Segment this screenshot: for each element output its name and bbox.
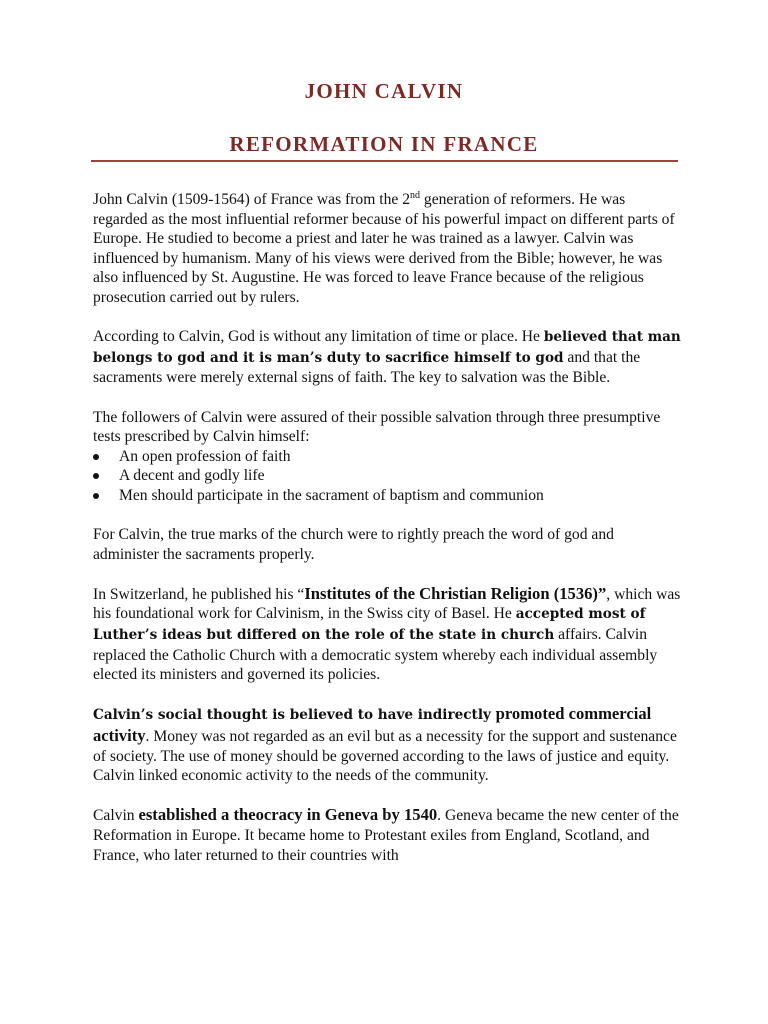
paragraph-god <box>93 327 683 388</box>
page-title: JOHN CALVIN <box>304 79 464 103</box>
page-subtitle: REFORMATION IN FRANCE <box>229 132 539 156</box>
geneva-text-b: . Geneva became the new center of the Reformation in Europe. It became home to Protestant exiles from England, Scotland, and France, who later returned to their countries with <box>93 807 679 864</box>
list-item-text: A decent and godly life <box>119 467 265 485</box>
geneva-text-a: Calvin <box>93 807 139 825</box>
bullet-icon <box>93 493 99 499</box>
paragraph-geneva <box>93 805 683 865</box>
switzerland-text-b: , which was his foundational work for Calvinism, in the Swiss city of Basel. He <box>93 585 681 623</box>
paragraph-intro <box>93 190 683 308</box>
list-item-text: An open profession of faith <box>119 447 291 465</box>
paragraph-switzerland <box>93 584 683 685</box>
god-text-b: and that the sacraments were merely external signs of faith. The key to salvation was the Bible. <box>93 348 641 387</box>
title-divider <box>91 160 678 162</box>
list-item <box>93 447 683 467</box>
social-text: . Money was not regarded as an evil but as a necessity for the support and sustenance of society. The use of money should be governed according to the laws of justice and equity. Calvin linked economic activity to the needs of the community. <box>93 728 677 785</box>
document-body <box>93 190 683 885</box>
luther-bold-text: accepted most of Luther’s ideas but differed on the role of the state in church <box>93 606 646 644</box>
list-item <box>93 466 683 486</box>
god-text-a: According to Calvin, God is without any limitation of time or place. He <box>93 328 544 346</box>
god-bold-text: believed that man belongs to god and it is man’s duty to sacrifice himself to god <box>93 329 681 366</box>
paragraph-church-marks: For Calvin, the true marks of the church were to rightly preach the word of god and administer the sacraments properly. <box>93 526 614 563</box>
tests-list <box>93 447 683 506</box>
bullet-icon <box>93 454 99 460</box>
paragraph-social-thought <box>93 704 683 785</box>
paragraph-followers: The followers of Calvin were assured of their possible salvation through three presumptive tests prescribed by Calvin himself: <box>93 408 661 446</box>
social-bold-text: Calvin’s social thought is believed to have indirectly <box>93 707 496 724</box>
list-item-text: Men should participate in the sacrament of baptism and communion <box>119 486 544 504</box>
commercial-bold-text: promoted commercial activity <box>93 704 652 746</box>
switzerland-text-c: affairs. Calvin replaced the Catholic Church with a democratic system whereby each individual assembly elected its ministers and governed its policies. <box>93 626 658 684</box>
switzerland-text-a: In Switzerland, he published his “ <box>93 585 305 603</box>
theocracy-bold-text: established a theocracy in Geneva by 1540 <box>138 805 438 825</box>
intro-ordinal-suffix: nd <box>410 190 421 201</box>
bullet-icon <box>93 473 99 479</box>
intro-text-b: generation of reformers. He was regarded as the most influential reformer because of his powerful impact on different parts of Europe. He studied to become a priest and later he was trained as a lawyer. Calvin was influenced by humanism. Many of his views were derived from the Bible; however, he was also influenced by St. Augustine. He was forced to leave France because of the religious prosecution carried out by rulers. <box>93 191 675 306</box>
intro-text-a: John Calvin (1509-1564) of France was from the 2 <box>93 191 411 208</box>
list-item <box>93 486 683 506</box>
institutes-title: Institutes of the Christian Religion (1536)” <box>304 583 607 603</box>
